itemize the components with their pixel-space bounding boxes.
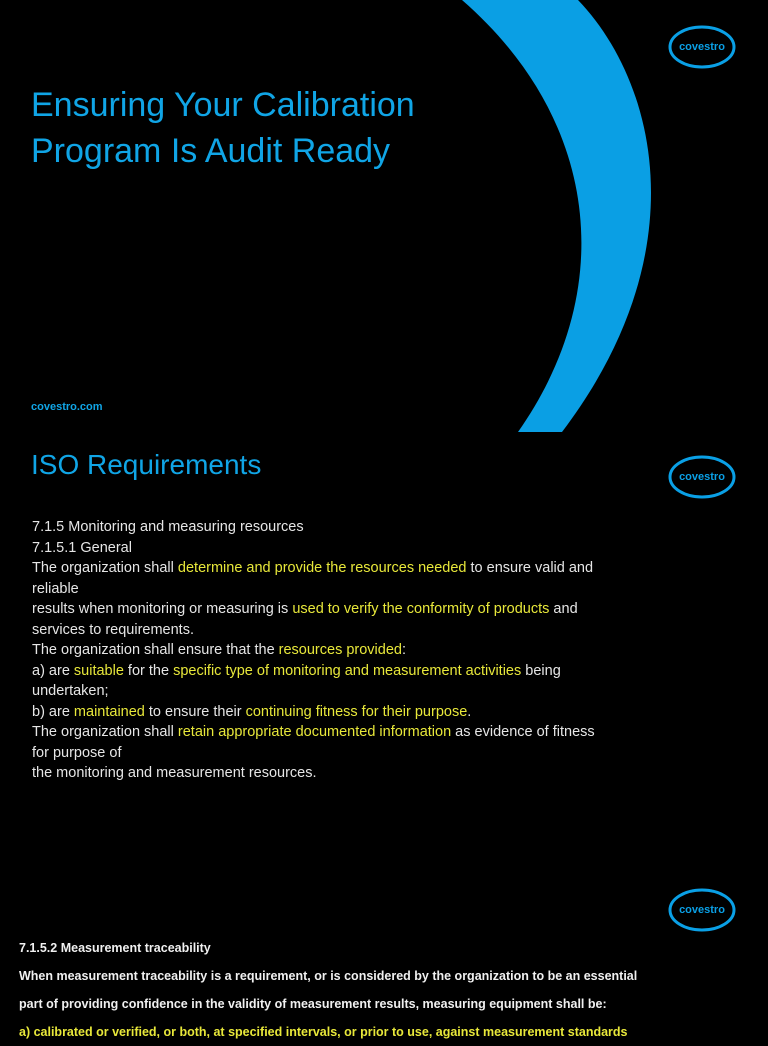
text-segment: as evidence of fitness	[451, 724, 595, 740]
text-segment: b) are	[32, 703, 74, 720]
requirement-line	[32, 702, 722, 723]
text-segment: to ensure valid and	[466, 560, 594, 576]
text-segment: reliable	[32, 580, 79, 597]
highlighted-phrase: retain appropriate documented information	[177, 724, 452, 740]
highlighted-phrase: determine and provide the resources needed	[177, 560, 467, 576]
highlighted-phrase: used to verify the conformity of products	[292, 601, 550, 617]
website-link[interactable]: covestro.com	[31, 401, 103, 413]
presentation-title	[31, 82, 501, 174]
logo-text: covestro	[679, 471, 725, 483]
requirement-line	[32, 620, 722, 641]
text-segment: 7.1.5 Monitoring and measuring resources	[32, 519, 304, 535]
text-segment: the monitoring and measurement resources.	[32, 765, 317, 781]
text-segment: for the	[123, 662, 174, 679]
requirement-line	[32, 661, 722, 682]
text-segment: 7.1.5.1 General	[32, 539, 132, 556]
highlighted-phrase: maintained	[73, 703, 145, 720]
paragraph-line: part of providing confidence in the validity of measurement results, measuring equipment shall be:	[19, 997, 607, 1011]
requirement-line	[32, 579, 722, 600]
text-segment: for purpose of	[32, 744, 122, 761]
highlighted-phrase: resources provided	[278, 642, 402, 658]
requirement-line	[32, 722, 722, 743]
text-segment: being	[521, 662, 561, 679]
requirement-line	[32, 640, 722, 661]
slide-title: ISO Requirements	[31, 449, 262, 480]
covestro-logo	[667, 887, 737, 933]
requirement-line	[32, 743, 722, 764]
section-heading: 7.1.5.2 Measurement traceability	[19, 941, 211, 955]
requirement-line	[32, 517, 722, 538]
highlighted-phrase: specific type of monitoring and measurement activities	[173, 662, 522, 679]
text-segment: a) are	[32, 662, 74, 679]
text-segment: and	[549, 601, 578, 617]
title-slide	[0, 0, 768, 432]
text-segment: The organization shall ensure that the	[32, 642, 279, 658]
covestro-logo	[667, 454, 737, 500]
highlighted-phrase: suitable	[73, 662, 124, 679]
blue-arc-graphic	[0, 0, 768, 432]
text-segment: The organization shall	[32, 724, 178, 740]
partial-text-line: a) calibrated or verified, or both, at specified intervals, or prior to use, against measurement standards	[19, 1025, 628, 1039]
covestro-logo	[667, 24, 737, 70]
requirement-line	[32, 558, 722, 579]
text-segment: services to requirements.	[32, 621, 194, 638]
traceability-text	[19, 934, 764, 1046]
paragraph-line: When measurement traceability is a requirement, or is considered by the organization to be an essential	[19, 969, 638, 983]
text-segment: .	[467, 703, 472, 720]
text-segment: :	[401, 642, 407, 658]
traceability-slide	[0, 860, 768, 1039]
text-segment: The organization shall	[32, 560, 178, 576]
logo-text: covestro	[679, 41, 725, 53]
text-segment: undertaken;	[32, 683, 109, 699]
text-segment: to ensure their	[144, 703, 246, 720]
title-line-2: Program Is Audit Ready	[31, 132, 391, 170]
requirements-text	[32, 517, 722, 784]
requirement-line	[32, 763, 722, 784]
requirement-line	[32, 681, 722, 702]
logo-text: covestro	[679, 904, 725, 916]
iso-requirements-slide	[0, 432, 768, 860]
text-segment: results when monitoring or measuring is	[32, 601, 293, 617]
title-line-1: Ensuring Your Calibration	[31, 86, 415, 124]
highlighted-phrase: continuing fitness for their purpose	[245, 703, 468, 720]
requirement-line	[32, 538, 722, 559]
requirement-line	[32, 599, 722, 620]
